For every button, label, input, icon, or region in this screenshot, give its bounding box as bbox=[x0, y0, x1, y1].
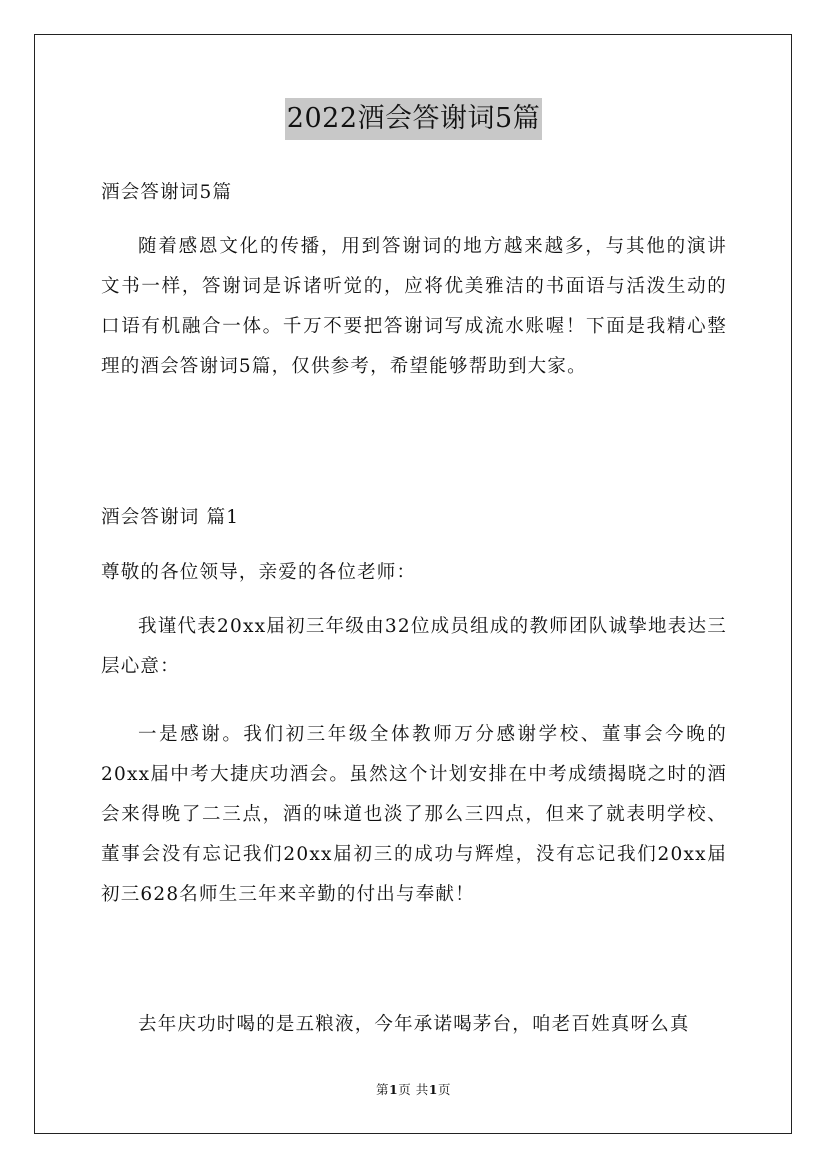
page-current: 1 bbox=[389, 1082, 399, 1097]
page-footer bbox=[0, 1080, 827, 1098]
body-paragraph: 去年庆功时喝的是五粮液，今年承诺喝茅台，咱老百姓真呀么真 bbox=[138, 1014, 690, 1035]
page-total: 1 bbox=[428, 1082, 438, 1097]
title-container bbox=[0, 98, 827, 140]
body-paragraph: 我谨代表20xx届初三年级由32位成员组成的教师团队诚挚地表达三层心意： bbox=[101, 616, 727, 677]
footer-mid: 页 共 bbox=[398, 1082, 429, 1097]
salutation: 尊敬的各位领导，亲爱的各位老师： bbox=[101, 562, 417, 583]
document-title: 2022酒会答谢词5篇 bbox=[285, 98, 542, 140]
document-subtitle: 酒会答谢词5篇 bbox=[101, 182, 233, 203]
intro-paragraph: 随着感恩文化的传播，用到答谢词的地方越来越多，与其他的演讲文书一样，答谢词是诉诸听觉的，应将优美雅洁的书面语与活泼生动的口语有机融合一体。千万不要把答谢词写成流水账喔！下面是我精心整理的酒会答谢词5篇，仅供参考，希望能够帮助到大家。 bbox=[101, 236, 727, 377]
footer-suffix: 页 bbox=[437, 1082, 451, 1097]
body-paragraph: 一是感谢。我们初三年级全体教师万分感谢学校、董事会今晚的20xx届中考大捷庆功酒会。虽然这个计划安排在中考成绩揭晓之时的酒会来得晚了二三点，酒的味道也淡了那么三四点，但来了就表明学校、董事会没有忘记我们20xx届初三的成功与辉煌，没有忘记我们20xx届初三628名师生三年来辛勤的付出与奉献！ bbox=[101, 724, 727, 905]
footer-prefix: 第 bbox=[376, 1082, 390, 1097]
section-heading: 酒会答谢词 篇1 bbox=[101, 507, 240, 528]
